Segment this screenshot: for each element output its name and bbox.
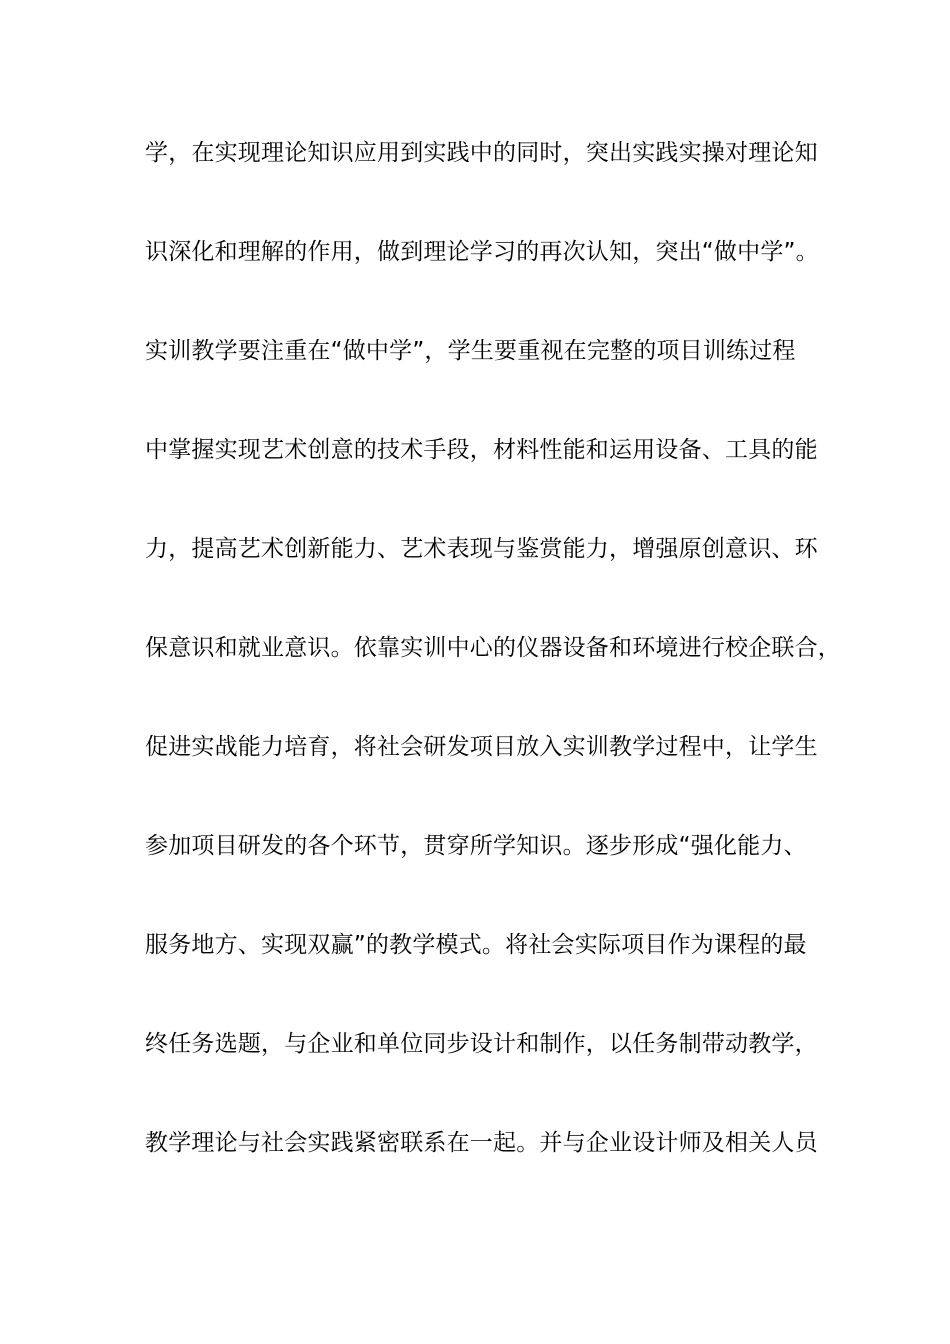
- text-line: 中掌握实现艺术创意的技术手段，材料性能和运用设备、工具的能: [145, 437, 818, 463]
- text-line: 学，在实现理论知识应用到实践中的同时，突出实践实操对理论知: [145, 140, 818, 166]
- text-line: 教学理论与社会实践紧密联系在一起。并与企业设计师及相关人员: [145, 1130, 818, 1156]
- text-line: 识深化和理解的作用，做到理论学习的再次认知，突出“做中学”。: [145, 239, 819, 265]
- text-line: 力，提高艺术创新能力、艺术表现与鉴赏能力，增强原创意识、环: [145, 536, 818, 562]
- text-line: 保意识和就业意识。依靠实训中心的仪器设备和环境进行校企联合，: [145, 635, 841, 661]
- text-line: 参加项目研发的各个环节，贯穿所学知识。逐步形成“强化能力、: [145, 833, 807, 859]
- text-line: 实训教学要注重在“做中学”，学生要重视在完整的项目训练过程: [145, 338, 796, 364]
- text-line: 终任务选题，与企业和单位同步设计和制作，以任务制带动教学，: [145, 1031, 818, 1057]
- text-line: 服务地方、实现双赢”的教学模式。将社会实际项目作为课程的最: [145, 932, 807, 958]
- text-line: 促进实战能力培育，将社会研发项目放入实训教学过程中，让学生: [145, 734, 818, 760]
- body-text: [145, 128, 841, 1217]
